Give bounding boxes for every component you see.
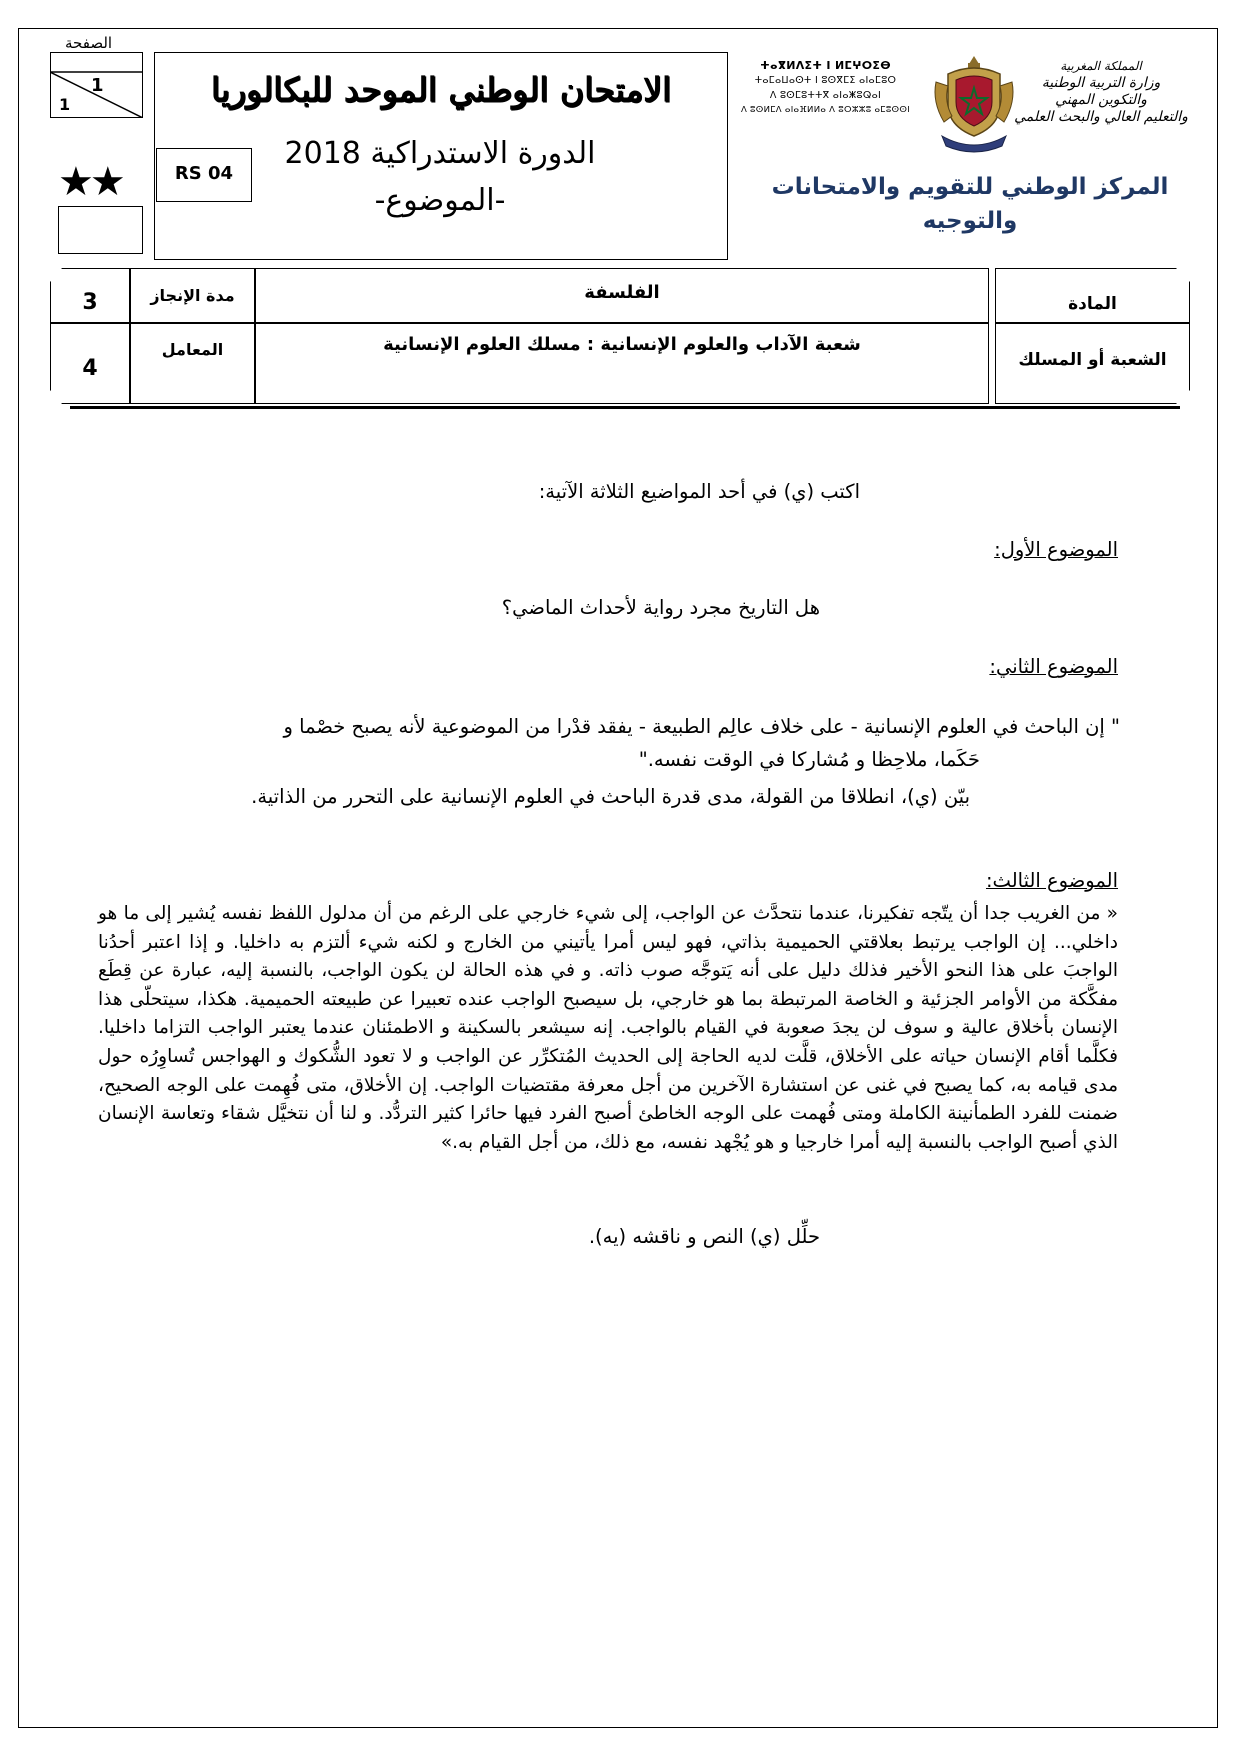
subject-label: -الموضوع-: [374, 183, 506, 218]
subject-row-label: المادة: [1068, 294, 1117, 314]
divider: [255, 322, 989, 324]
ministry-line: والتعليم العالي والبحث العلمي: [1014, 109, 1188, 125]
divider: [130, 322, 255, 324]
track-row-label: الشعبة أو المسلك: [1018, 350, 1167, 370]
ministry-line: المملكة المغربية: [1060, 59, 1142, 73]
exam-title: الامتحان الوطني الموحد للبكالوريا: [210, 70, 672, 109]
evaluation-center: [770, 170, 1170, 238]
topic2-quote-line1: " إن الباحث في العلوم الإنسانية - على خلاف عالِم الطبيعة - يفقد قدْرا من الموضوعية لأنه يصبح خصْما و: [283, 715, 1120, 738]
tifinagh-line: ⴷ ⵓⵙⵍⵎⴷ ⴰⵏⴰⴼⵍⵍⴰ ⴷ ⵓⵔⵣⵣⵓ ⴰⵎⵓⵙⵙⵏ: [740, 105, 911, 115]
center-name-line2: والتوجيه: [922, 208, 1018, 234]
duration-value: 3: [82, 290, 98, 315]
tifinagh-ministry: [738, 58, 913, 118]
topic1-question: هل التاريخ مجرد رواية لأحداث الماضي؟: [501, 596, 820, 619]
page-label: الصفحة: [59, 34, 118, 52]
center-name-line1: المركز الوطني للتقويم والامتحانات: [771, 174, 1169, 200]
tifinagh-line: ⵜⴰⴳⵍⴷⵉⵜ ⵏ ⵍⵎⵖⵔⵉⴱ: [760, 59, 891, 72]
topic2-heading: الموضوع الثاني:: [989, 655, 1118, 678]
duration-label: مدة الإنجاز: [150, 286, 235, 305]
exam-code: RS 04: [156, 148, 252, 202]
header-labels-column: [995, 268, 1190, 404]
ministry-name: [1010, 58, 1192, 126]
track-value: شعبة الآداب والعلوم الإنسانية : مسلك العلوم الإنسانية: [383, 334, 861, 355]
topic3-text: « من الغريب جدا أن يتّجه تفكيرنا، عندما نتحدَّث عن الواجب، إلى شيء خارجي على الرغم من أن مدلول اللفظ نفسه يُشير إلى ما هو داخلي... إن الواجب يرتبط بعلاقتي الحميمية بذاتي، فهو ليس أمرا يأتيني من الخارج و لكنه شيء ألتزم به داخليا. و إذا اعتبر أحدُنا الواجبَ على هذا النحو الأخير فذلك دليل على أنه يَتوجَّه صوب ذاته. و في هذه الحالة لن يكون الواجب، بالنسبة إليه، عبارة عن قِطَع مفكَّكة من الأوامر الجزئية و الخاصة المرتبطة بما هو خارجي، بل سيصبح الواجب عنده تعبيرا عن طبيعته الحميمية. هكذا، سيتحلّى هذا الإنسان بأخلاق عالية و سوف لن يجدَ صعوبة في القيام بالواجب. إنه سيشعر بالسكينة و الاطمئنان عندما يعتبر الواجب التزاما داخليا. فكلَّما أقام الإنسان حياته على الأخلاق، قلَّت لديه الحاجة إلى الحديث المُتكرِّر عن الواجب و لا تعود الشُّكوك و الهواجس تُساوِرُه حول مدى قيامه به، كما يصبح في غنى عن استشارة الآخرين من أجل معرفة مقتضيات الواجب. إن الأخلاق، متى فُهِمت على الوجه الصحيح، ضمنت للفرد الطمأنينة الكاملة ومتى فُهمت على الوجه الخاطئ أصبح الفرد فيها حائرا كثير التردُّد. و لنا أن نتخيَّل شقاء وتعاسة الإنسان الذي أصبح الواجب بالنسبة إليه أمرا خارجيا و هو يُجْهد نفسه، مع ذلك، من أجل القيام به.»: [98, 903, 1118, 1153]
tifinagh-line: ⵜⴰⵎⴰⵡⴰⵙⵜ ⵏ ⵓⵙⴳⵎⵉ ⴰⵏⴰⵎⵓⵔ: [754, 75, 897, 86]
difficulty-stars: ★★: [58, 159, 122, 205]
page-number-box: [50, 34, 143, 118]
exam-info-table: [50, 268, 1190, 404]
empty-box: [58, 206, 143, 254]
coefficient-label: المعامل: [161, 340, 224, 359]
ministry-line: والتكوين المهني: [1055, 92, 1147, 108]
page-number: 1: [91, 75, 104, 96]
subject-value: الفلسفة: [584, 282, 660, 303]
page-total: 1: [59, 95, 71, 114]
divider: [995, 322, 1190, 324]
topic3-task: حلِّل (ي) النص و ناقشه (يه).: [588, 1225, 820, 1248]
ministry-line: وزارة التربية الوطنية: [1041, 75, 1161, 91]
topic2-quote-line2: حَكَما، ملاحِظا و مُشاركا في الوقت نفسه.": [638, 748, 980, 771]
topic2-task: بيّن (ي)، انطلاقا من القولة، مدى قدرة الباحث في العلوم الإنسانية على التحرر من الذاتية.: [251, 785, 970, 808]
topic3-heading: الموضوع الثالث:: [985, 869, 1118, 892]
exam-session: الدورة الاستدراكية 2018: [284, 136, 596, 171]
header-separator: [70, 406, 1180, 409]
divider: [50, 322, 130, 324]
topic1-heading: الموضوع الأول:: [994, 538, 1118, 561]
tifinagh-line: ⴷ ⵓⵙⵎⵓⵜⵜⴳ ⴰⵏⴰⵥⵓⵕⴰⵏ: [769, 90, 882, 101]
instructions: اكتب (ي) في أحد المواضيع الثلاثة الآتية:: [538, 480, 860, 503]
values-column: [50, 268, 130, 404]
coefficient-value: 4: [82, 356, 98, 381]
coat-of-arms-icon: [928, 52, 1020, 156]
